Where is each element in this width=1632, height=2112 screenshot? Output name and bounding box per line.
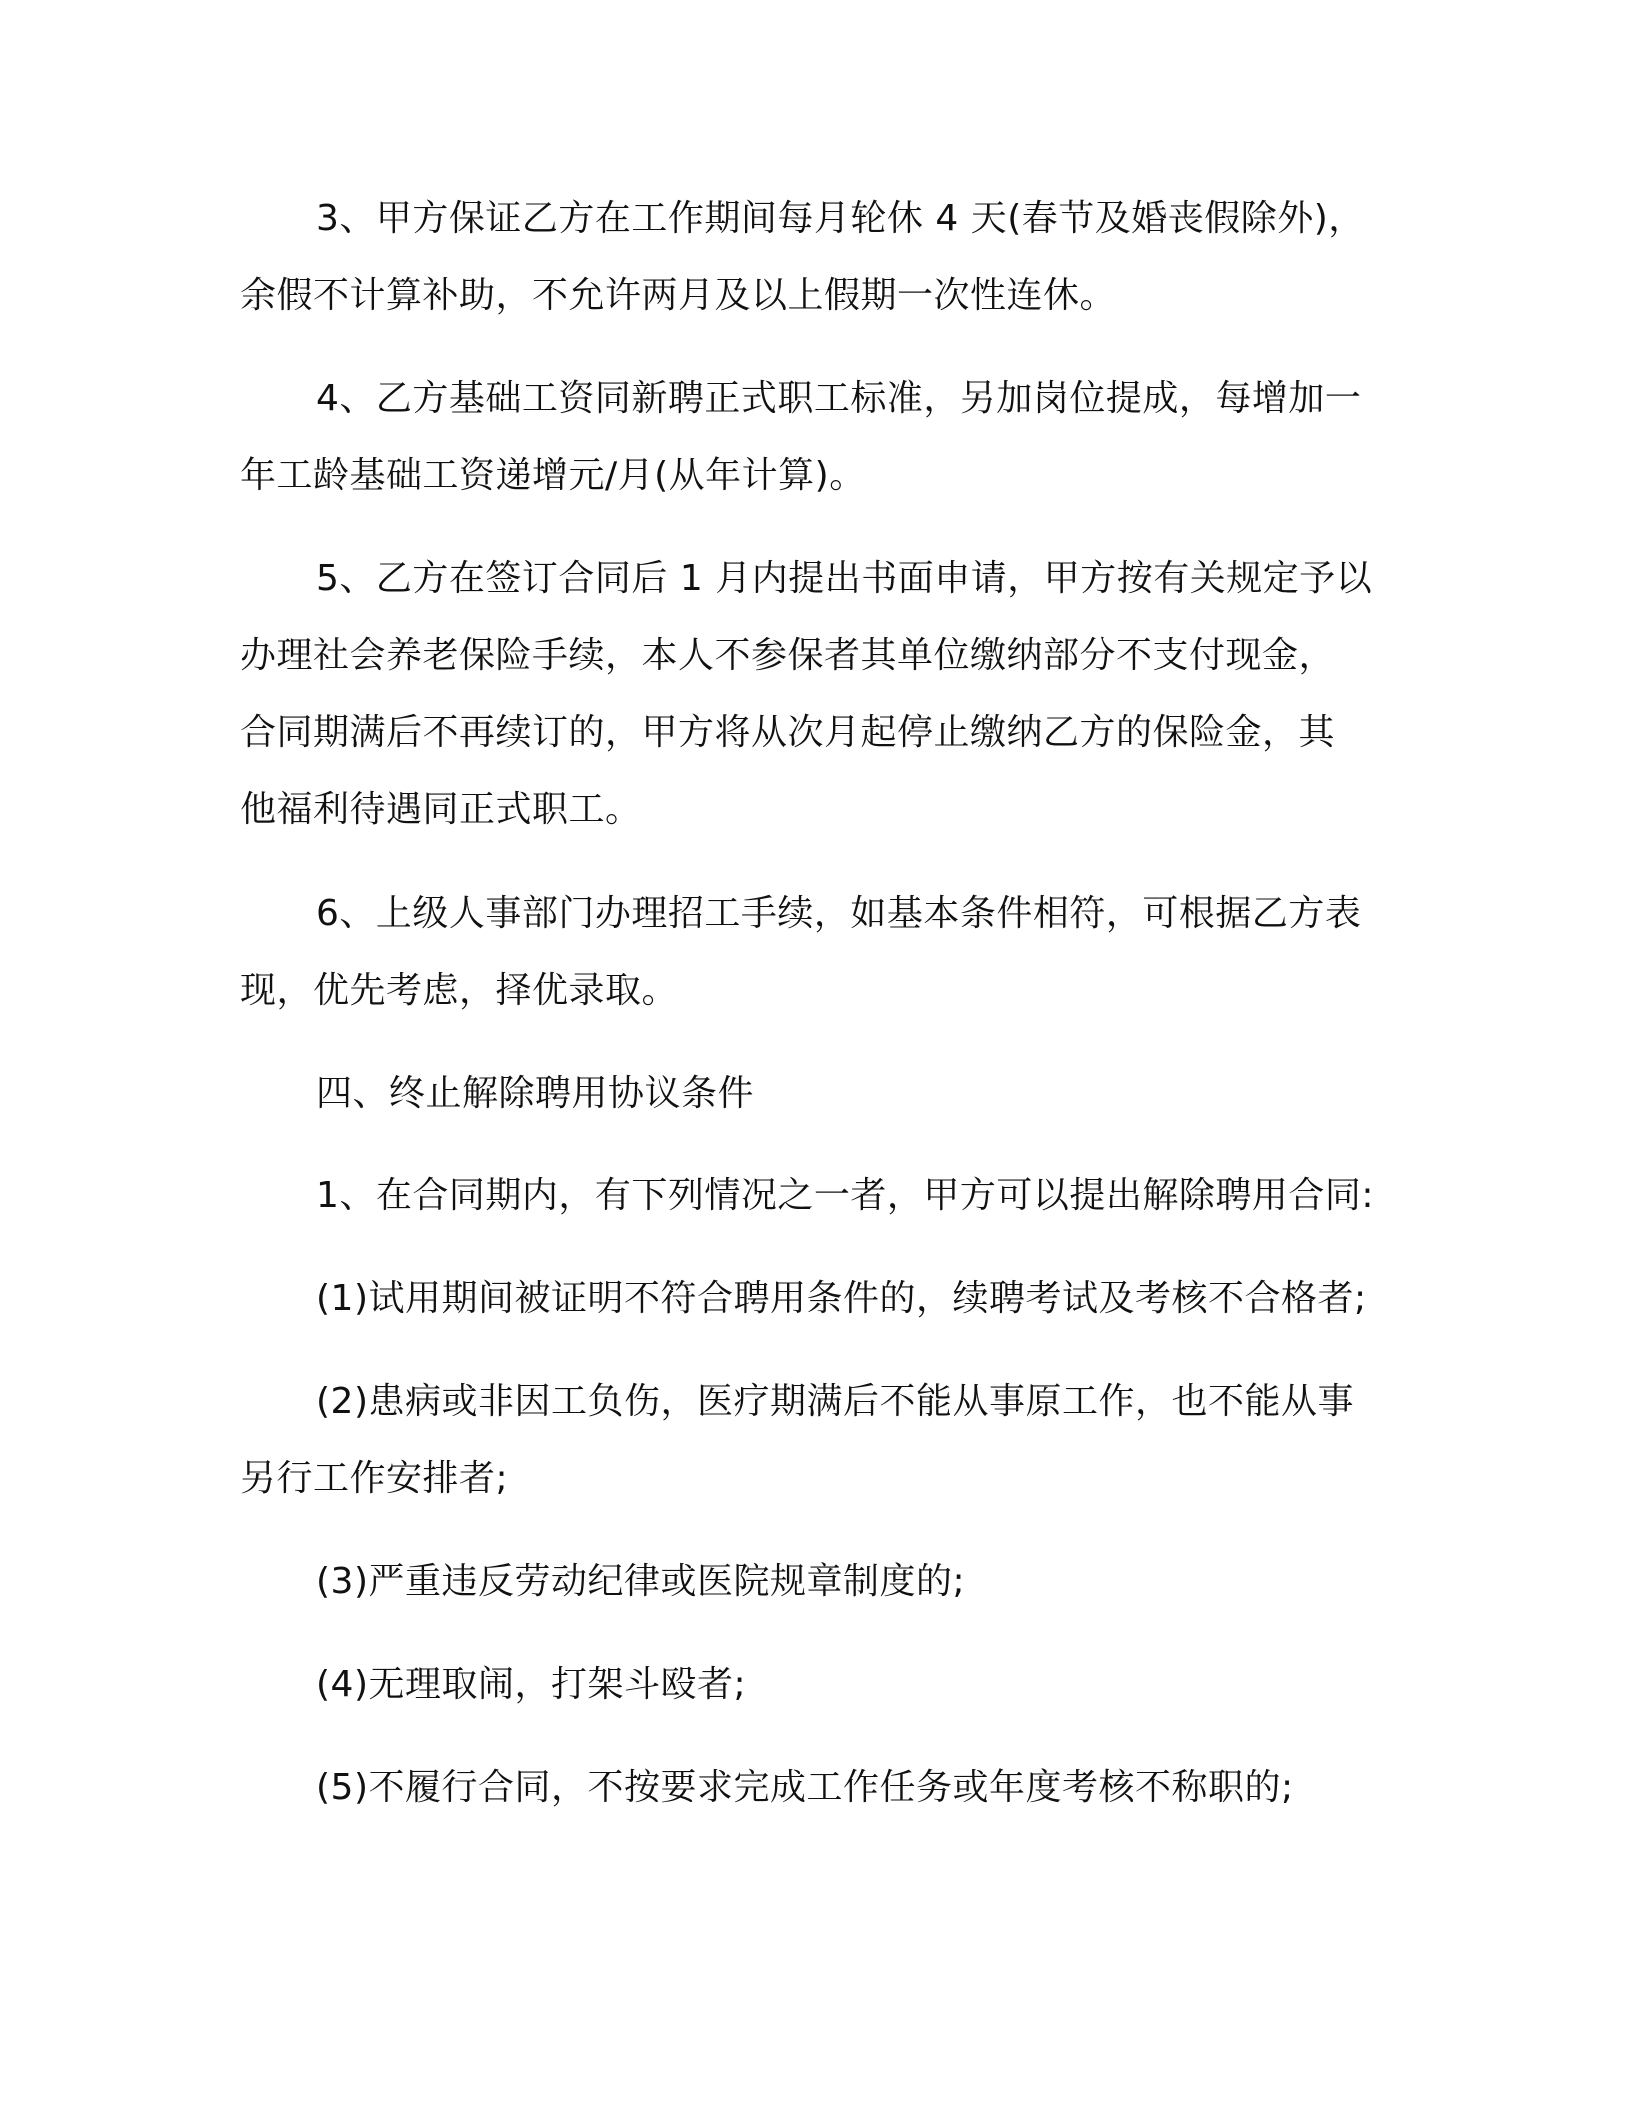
clause-1: [240, 1157, 1420, 1234]
paragraph-line: (5)不履行合同，不按要求完成工作任务或年度考核不称职的;: [316, 1767, 1294, 1808]
clause-1-item-4: [240, 1646, 1420, 1723]
paragraph-line: (1)试用期间被证明不符合聘用条件的，续聘考试及考核不合格者;: [316, 1278, 1367, 1319]
paragraph-line: 他福利待遇同正式职工。: [240, 789, 642, 830]
paragraph-line: (3)严重违反劳动纪律或医院规章制度的;: [316, 1561, 966, 1602]
clause-1-item-1: [240, 1260, 1420, 1337]
paragraph-line: 5、乙方在签订合同后 1 月内提出书面申请，甲方按有关规定予以: [316, 558, 1373, 599]
paragraph-6: [240, 875, 1420, 1029]
paragraph-line: 现，优先考虑，择优录取。: [240, 970, 679, 1011]
clause-1-item-3: [240, 1543, 1420, 1620]
paragraph-line: 年工龄基础工资递增元/月(从年计算)。: [240, 455, 866, 496]
paragraph-line: 办理社会养老保险手续，本人不参保者其单位缴纳部分不支付现金，: [240, 635, 1336, 676]
paragraph-line: 另行工作安排者;: [240, 1458, 509, 1499]
section-heading-4: [240, 1055, 1420, 1132]
paragraph-5: [240, 540, 1420, 848]
clause-1-item-2: [240, 1363, 1420, 1517]
paragraph-line: 1、在合同期内，有下列情况之一者，甲方可以提出解除聘用合同:: [316, 1175, 1375, 1216]
paragraph-line: 6、上级人事部门办理招工手续，如基本条件相符，可根据乙方表: [316, 893, 1362, 934]
paragraph-line: (2)患病或非因工负伤，医疗期满后不能从事原工作，也不能从事: [316, 1381, 1354, 1422]
paragraph-line: (4)无理取闹，打架斗殴者;: [316, 1664, 747, 1705]
paragraph-line: 3、甲方保证乙方在工作期间每月轮休 4 天(春节及婚丧假除外)，: [316, 198, 1365, 239]
paragraph-4: [240, 360, 1420, 514]
section-heading-text: 四、终止解除聘用协议条件: [316, 1073, 755, 1114]
paragraph-3: [240, 180, 1420, 334]
clause-1-item-5: [240, 1749, 1420, 1826]
paragraph-line: 余假不计算补助，不允许两月及以上假期一次性连休。: [240, 275, 1117, 316]
paragraph-line: 合同期满后不再续订的，甲方将从次月起停止缴纳乙方的保险金，其: [240, 712, 1336, 753]
paragraph-line: 4、乙方基础工资同新聘正式职工标准，另加岗位提成，每增加一: [316, 378, 1362, 419]
